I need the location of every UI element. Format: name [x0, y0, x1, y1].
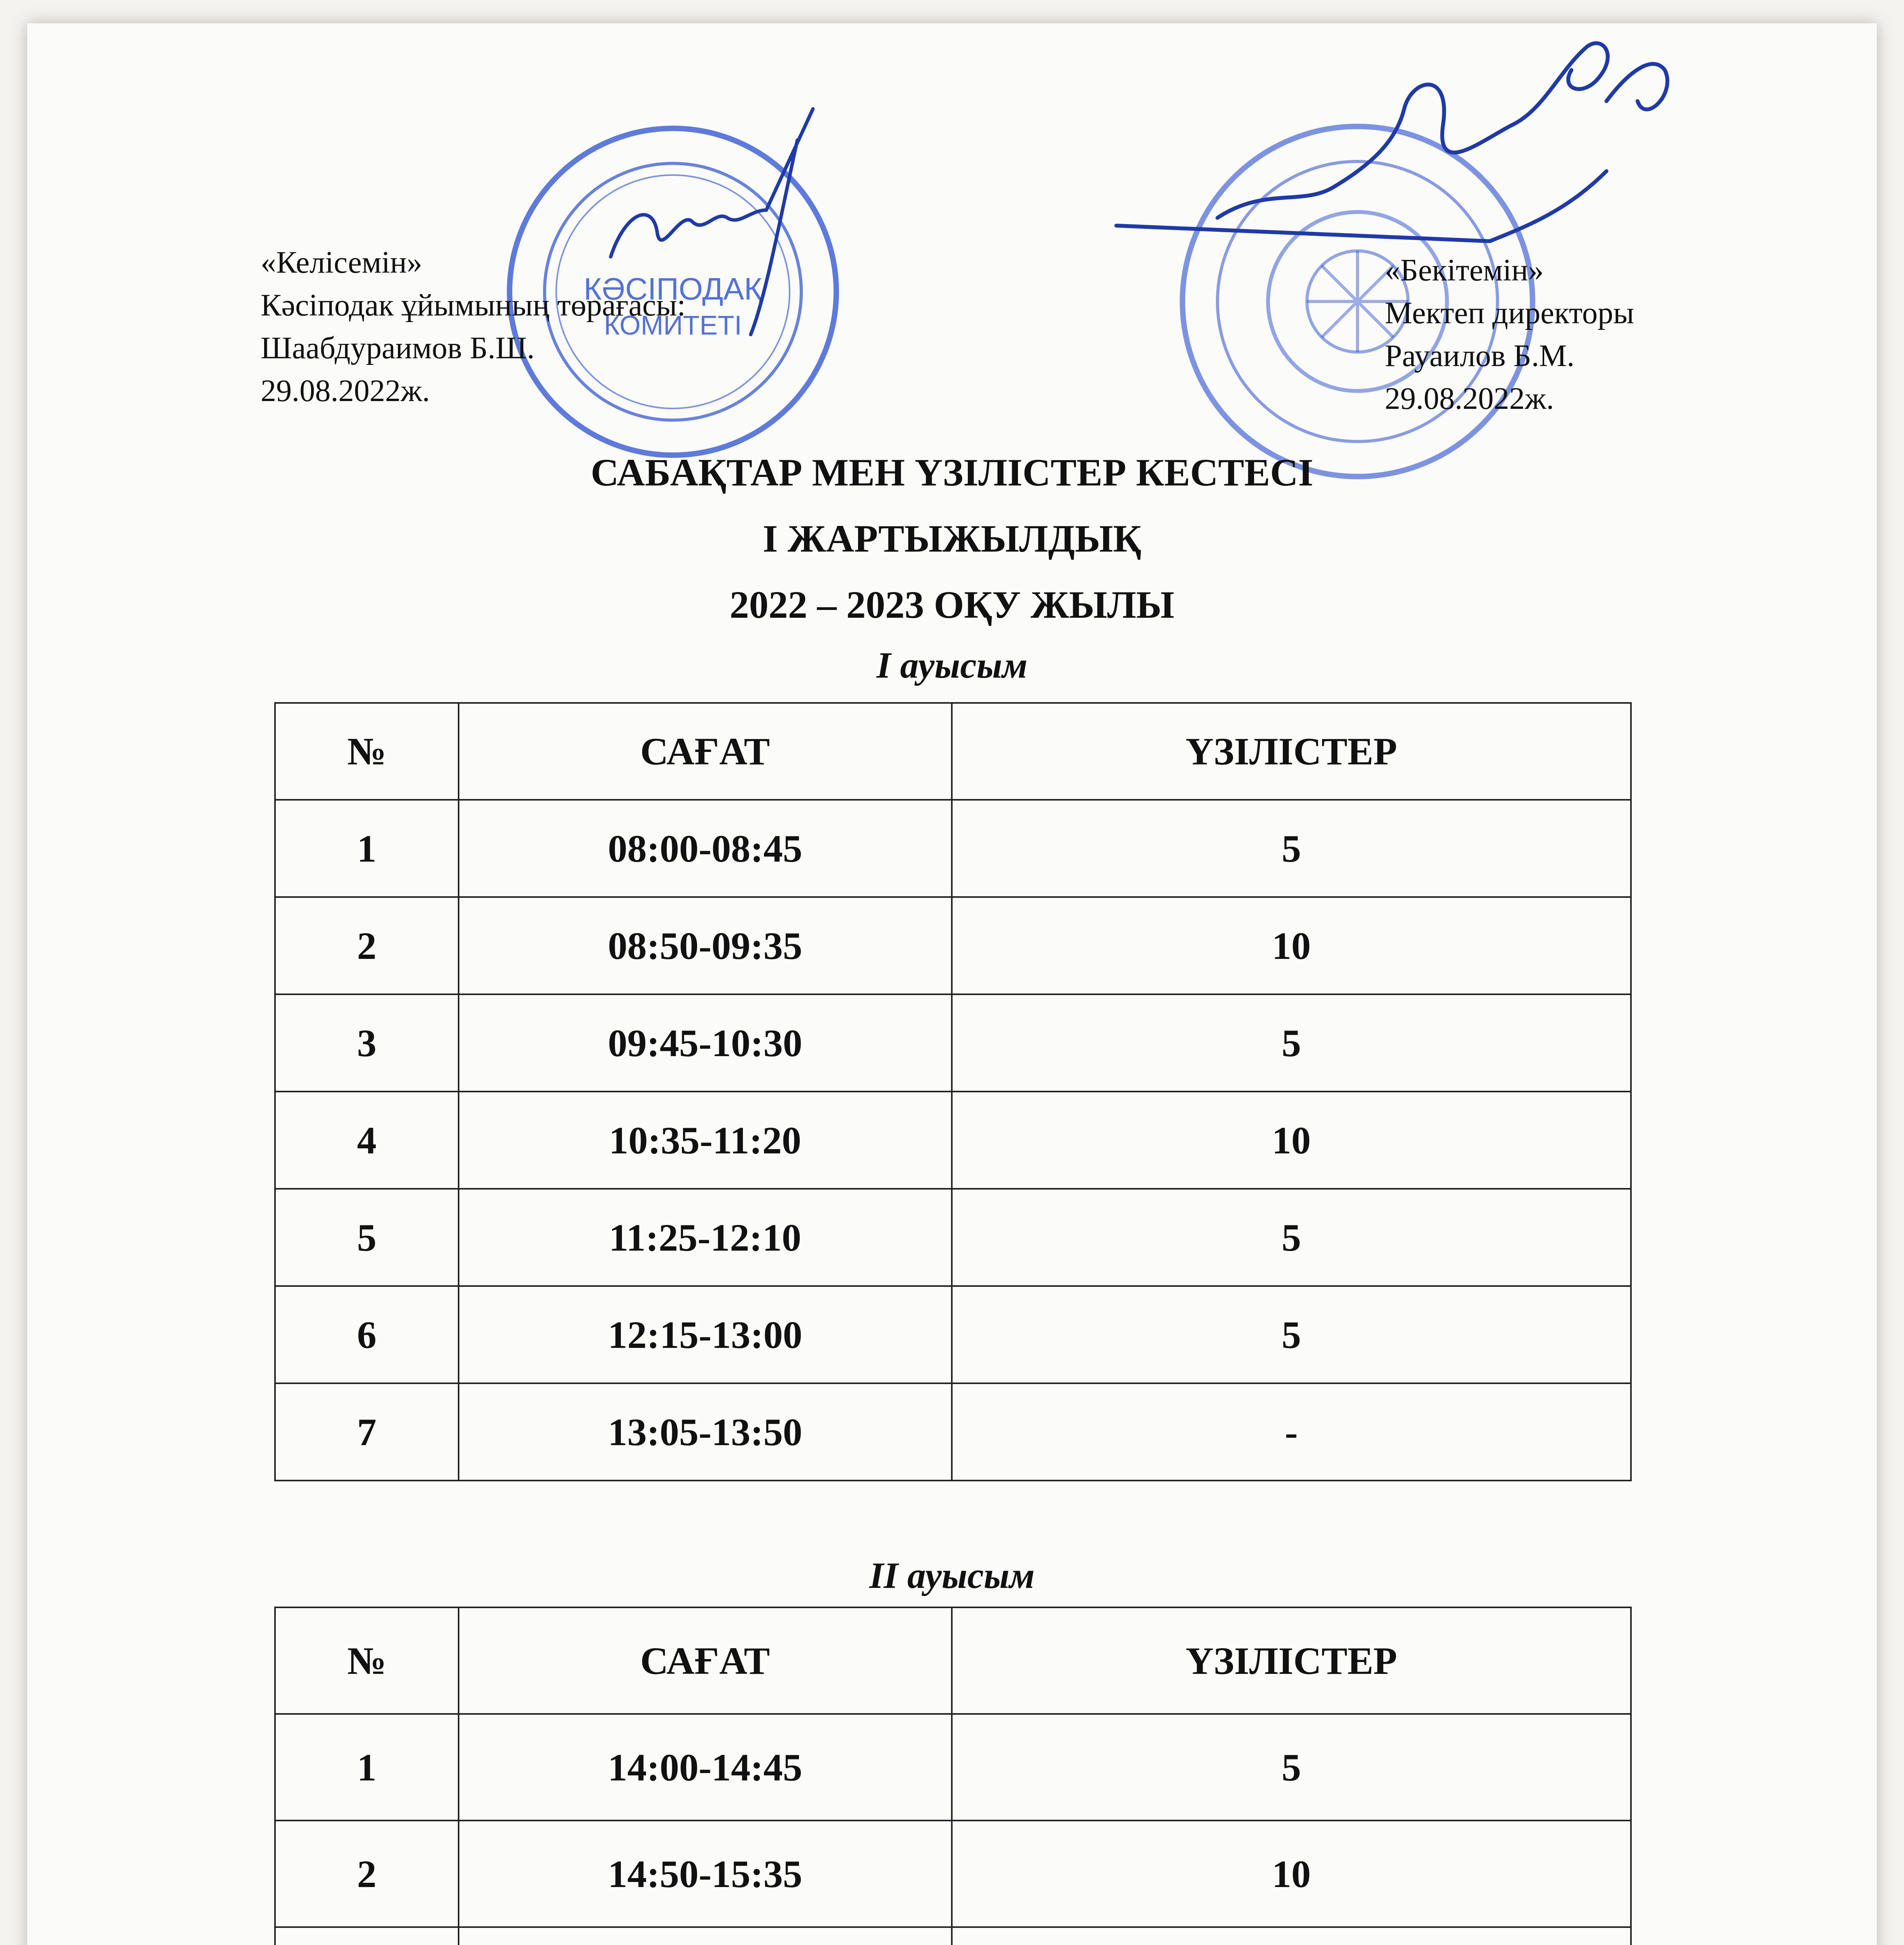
cell-number: 2: [275, 897, 459, 994]
shift2-schedule-table: [274, 1607, 1632, 1945]
approval-left-line4: 29.08.2022ж.: [261, 374, 430, 408]
cell-break: 10: [952, 1092, 1631, 1189]
cell-number: 7: [275, 1383, 459, 1481]
table-row: [275, 1927, 1631, 1945]
cell-break: 5: [952, 1189, 1631, 1286]
cell-time: 09:45-10:30: [459, 994, 952, 1092]
approval-right-line3: Рауаилов Б.М.: [1385, 339, 1575, 373]
cell-number: 3: [275, 994, 459, 1092]
cell-break: 10: [952, 1821, 1631, 1927]
header-breaks: ҮЗІЛІСТЕР: [952, 703, 1631, 800]
table-row: [275, 1189, 1631, 1286]
cell-break: 5: [952, 1286, 1631, 1383]
header-number: №: [275, 703, 459, 800]
approval-right-line2: Мектеп директоры: [1385, 296, 1634, 330]
table-row: [275, 897, 1631, 994]
approval-right-line4: 29.08.2022ж.: [1385, 382, 1554, 416]
cell-time: 13:05-13:50: [459, 1383, 952, 1481]
table-header-row: [275, 703, 1631, 800]
cell-time: 08:00-08:45: [459, 800, 952, 897]
approval-block-left: [261, 241, 686, 412]
cell-time: 11:25-12:10: [459, 1189, 952, 1286]
table-row: [275, 800, 1631, 897]
cell-break: -: [952, 1383, 1631, 1481]
cell-time: 12:15-13:00: [459, 1286, 952, 1383]
approval-left-line3: Шаабдураимов Б.Ш.: [261, 331, 535, 365]
approval-block-right: [1385, 249, 1634, 420]
cell-time: 08:50-09:35: [459, 897, 952, 994]
table-row: [275, 1714, 1631, 1821]
cell-break: 5: [952, 800, 1631, 897]
document-title: САБАҚТАР МЕН ҮЗІЛІСТЕР КЕСТЕСІ: [590, 451, 1314, 494]
header-breaks: ҮЗІЛІСТЕР: [952, 1607, 1631, 1714]
cell-number: 5: [275, 1189, 459, 1286]
table-row: [275, 1286, 1631, 1383]
cell-number: 2: [275, 1821, 459, 1927]
cell-break: 10: [952, 897, 1631, 994]
header-number: №: [275, 1607, 459, 1714]
cell-number: [275, 1927, 459, 1945]
cell-break: 5: [952, 994, 1631, 1092]
table-header-row: [275, 1607, 1631, 1714]
table-row: [275, 1092, 1631, 1189]
cell-time: 14:50-15:35: [459, 1821, 952, 1927]
semester-title: I ЖАРТЫЖЫЛДЫҚ: [762, 517, 1142, 560]
cell-number: 1: [275, 800, 459, 897]
table-row: [275, 1383, 1631, 1481]
shift2-label: II ауысым: [869, 1555, 1035, 1596]
table-row: [275, 1821, 1631, 1927]
approval-left-line2: Кәсіподак ұйымының төрағасы:: [261, 288, 686, 322]
cell-time: 14:00-14:45: [459, 1714, 952, 1821]
svg-text:КӘСІПОДАҚ: КӘСІПОДАҚ: [583, 272, 762, 306]
academic-year-title: 2022 – 2023 ОҚУ ЖЫЛЫ: [729, 583, 1175, 626]
cell-break: 5: [952, 1714, 1631, 1821]
cell-time: [459, 1927, 952, 1945]
shift1-label: I ауысым: [876, 645, 1028, 686]
cell-time: 10:35-11:20: [459, 1092, 952, 1189]
shift1-schedule-table: [274, 702, 1632, 1481]
cell-number: 4: [275, 1092, 459, 1189]
approval-left-line1: «Келісемін»: [261, 245, 422, 280]
header-time: САҒАТ: [459, 1607, 952, 1714]
right-signature: [1101, 23, 1723, 257]
table-row: [275, 994, 1631, 1092]
approval-right-line1: «Бекітемін»: [1385, 253, 1544, 287]
cell-number: 6: [275, 1286, 459, 1383]
svg-text:КОМИТЕТІ: КОМИТЕТІ: [604, 310, 742, 340]
cell-break: [952, 1927, 1631, 1945]
cell-number: 1: [275, 1714, 459, 1821]
header-time: САҒАТ: [459, 703, 952, 800]
